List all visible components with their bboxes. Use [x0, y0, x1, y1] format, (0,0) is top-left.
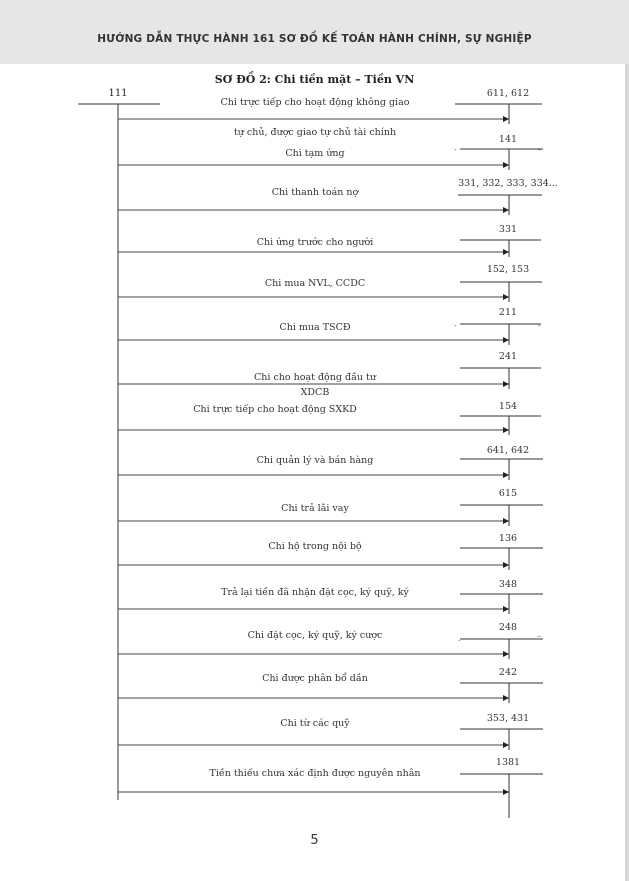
account-code-16: 242 [498, 667, 518, 678]
flow-label-3: Chi tạm ứng [285, 148, 345, 159]
flow-label-9: XDCB [300, 387, 330, 398]
account-code-13: 136 [498, 533, 518, 544]
flow-label-13: Chi hộ trong nội bộ [268, 541, 362, 552]
flow-label-11: Chi quản lý và bán hàng [256, 455, 374, 466]
page-number: 5 [310, 833, 319, 848]
account-code-17: 353, 431 [486, 713, 530, 724]
flow-label-15: Chi đặt cọc, ký quỹ, ký cược [247, 630, 383, 641]
arrowhead-8 [503, 427, 509, 433]
account-code-15: 248 [498, 622, 518, 633]
flow-label-6: Chi mua NVL, CCDC [264, 278, 366, 289]
diagram-title: SƠ ĐỒ 2: Chi tiền mặt – Tiền VN [214, 73, 415, 86]
header-title: HƯỚNG DẪN THỰC HÀNH 161 SƠ ĐỒ KẾ TOÁN HÀNH CHÍNH, SỰ NGHIỆP [97, 33, 532, 45]
arrowhead-9 [503, 472, 509, 478]
flow-label-10: Chi trực tiếp cho hoạt động SXKD [193, 404, 357, 415]
account-code-1: 611, 612 [486, 88, 530, 99]
scan-mark: - [538, 321, 541, 330]
flow-label-2: tự chủ, được giao tự chủ tài chính [233, 127, 397, 138]
flow-label-8: Chi cho hoạt động đầu tư [254, 372, 376, 383]
account-code-7: 211 [498, 307, 518, 318]
arrowhead-4 [503, 249, 509, 255]
account-code-12: 615 [498, 488, 518, 499]
scan-mark: - [538, 145, 541, 154]
left-account-111: 111 [108, 88, 128, 99]
flow-label-17: Chi từ các quỹ [280, 718, 350, 729]
flow-label-16: Chi được phân bổ dần [262, 673, 368, 684]
scan-mark: . [458, 634, 461, 643]
arrowhead-16 [503, 789, 509, 795]
scan-mark: - [454, 321, 457, 330]
account-code-6: 152, 153 [486, 264, 530, 275]
account-code-10: 154 [498, 401, 518, 412]
account-code-18: 1381 [495, 757, 521, 768]
arrowhead-1 [503, 116, 509, 122]
flow-label-18: Tiền thiếu chưa xác định được nguyên nhân [209, 768, 421, 779]
account-code-14: 348 [498, 579, 518, 590]
arrowhead-5 [503, 294, 509, 300]
flow-label-4: Chi thanh toán nợ [271, 187, 359, 198]
arrowhead-11 [503, 562, 509, 568]
flow-label-14: Trả lại tiền đã nhận đặt cọc, ký quỹ, ký [221, 587, 409, 598]
account-code-11: 641, 642 [486, 445, 530, 456]
arrowhead-12 [503, 606, 509, 612]
arrowhead-2 [503, 162, 509, 168]
flow-label-5: Chi ứng trước cho người [256, 237, 374, 248]
account-code-5: 331 [498, 224, 518, 235]
scan-mark: - [454, 145, 457, 154]
arrowhead-6 [503, 337, 509, 343]
arrowhead-14 [503, 695, 509, 701]
account-code-4: 331, 332, 333, 334... [458, 178, 558, 189]
flow-label-1: Chi trực tiếp cho hoạt động không giao [220, 97, 410, 108]
arrowhead-3 [503, 207, 509, 213]
scan-mark: – [537, 632, 541, 641]
flow-label-12: Chi trả lãi vay [281, 503, 349, 514]
account-code-2: 141 [498, 134, 518, 145]
arrowhead-13 [503, 651, 509, 657]
arrowhead-10 [503, 518, 509, 524]
flow-label-7: Chi mua TSCĐ [279, 322, 351, 333]
account-code-8: 241 [498, 351, 518, 362]
arrowhead-15 [503, 742, 509, 748]
